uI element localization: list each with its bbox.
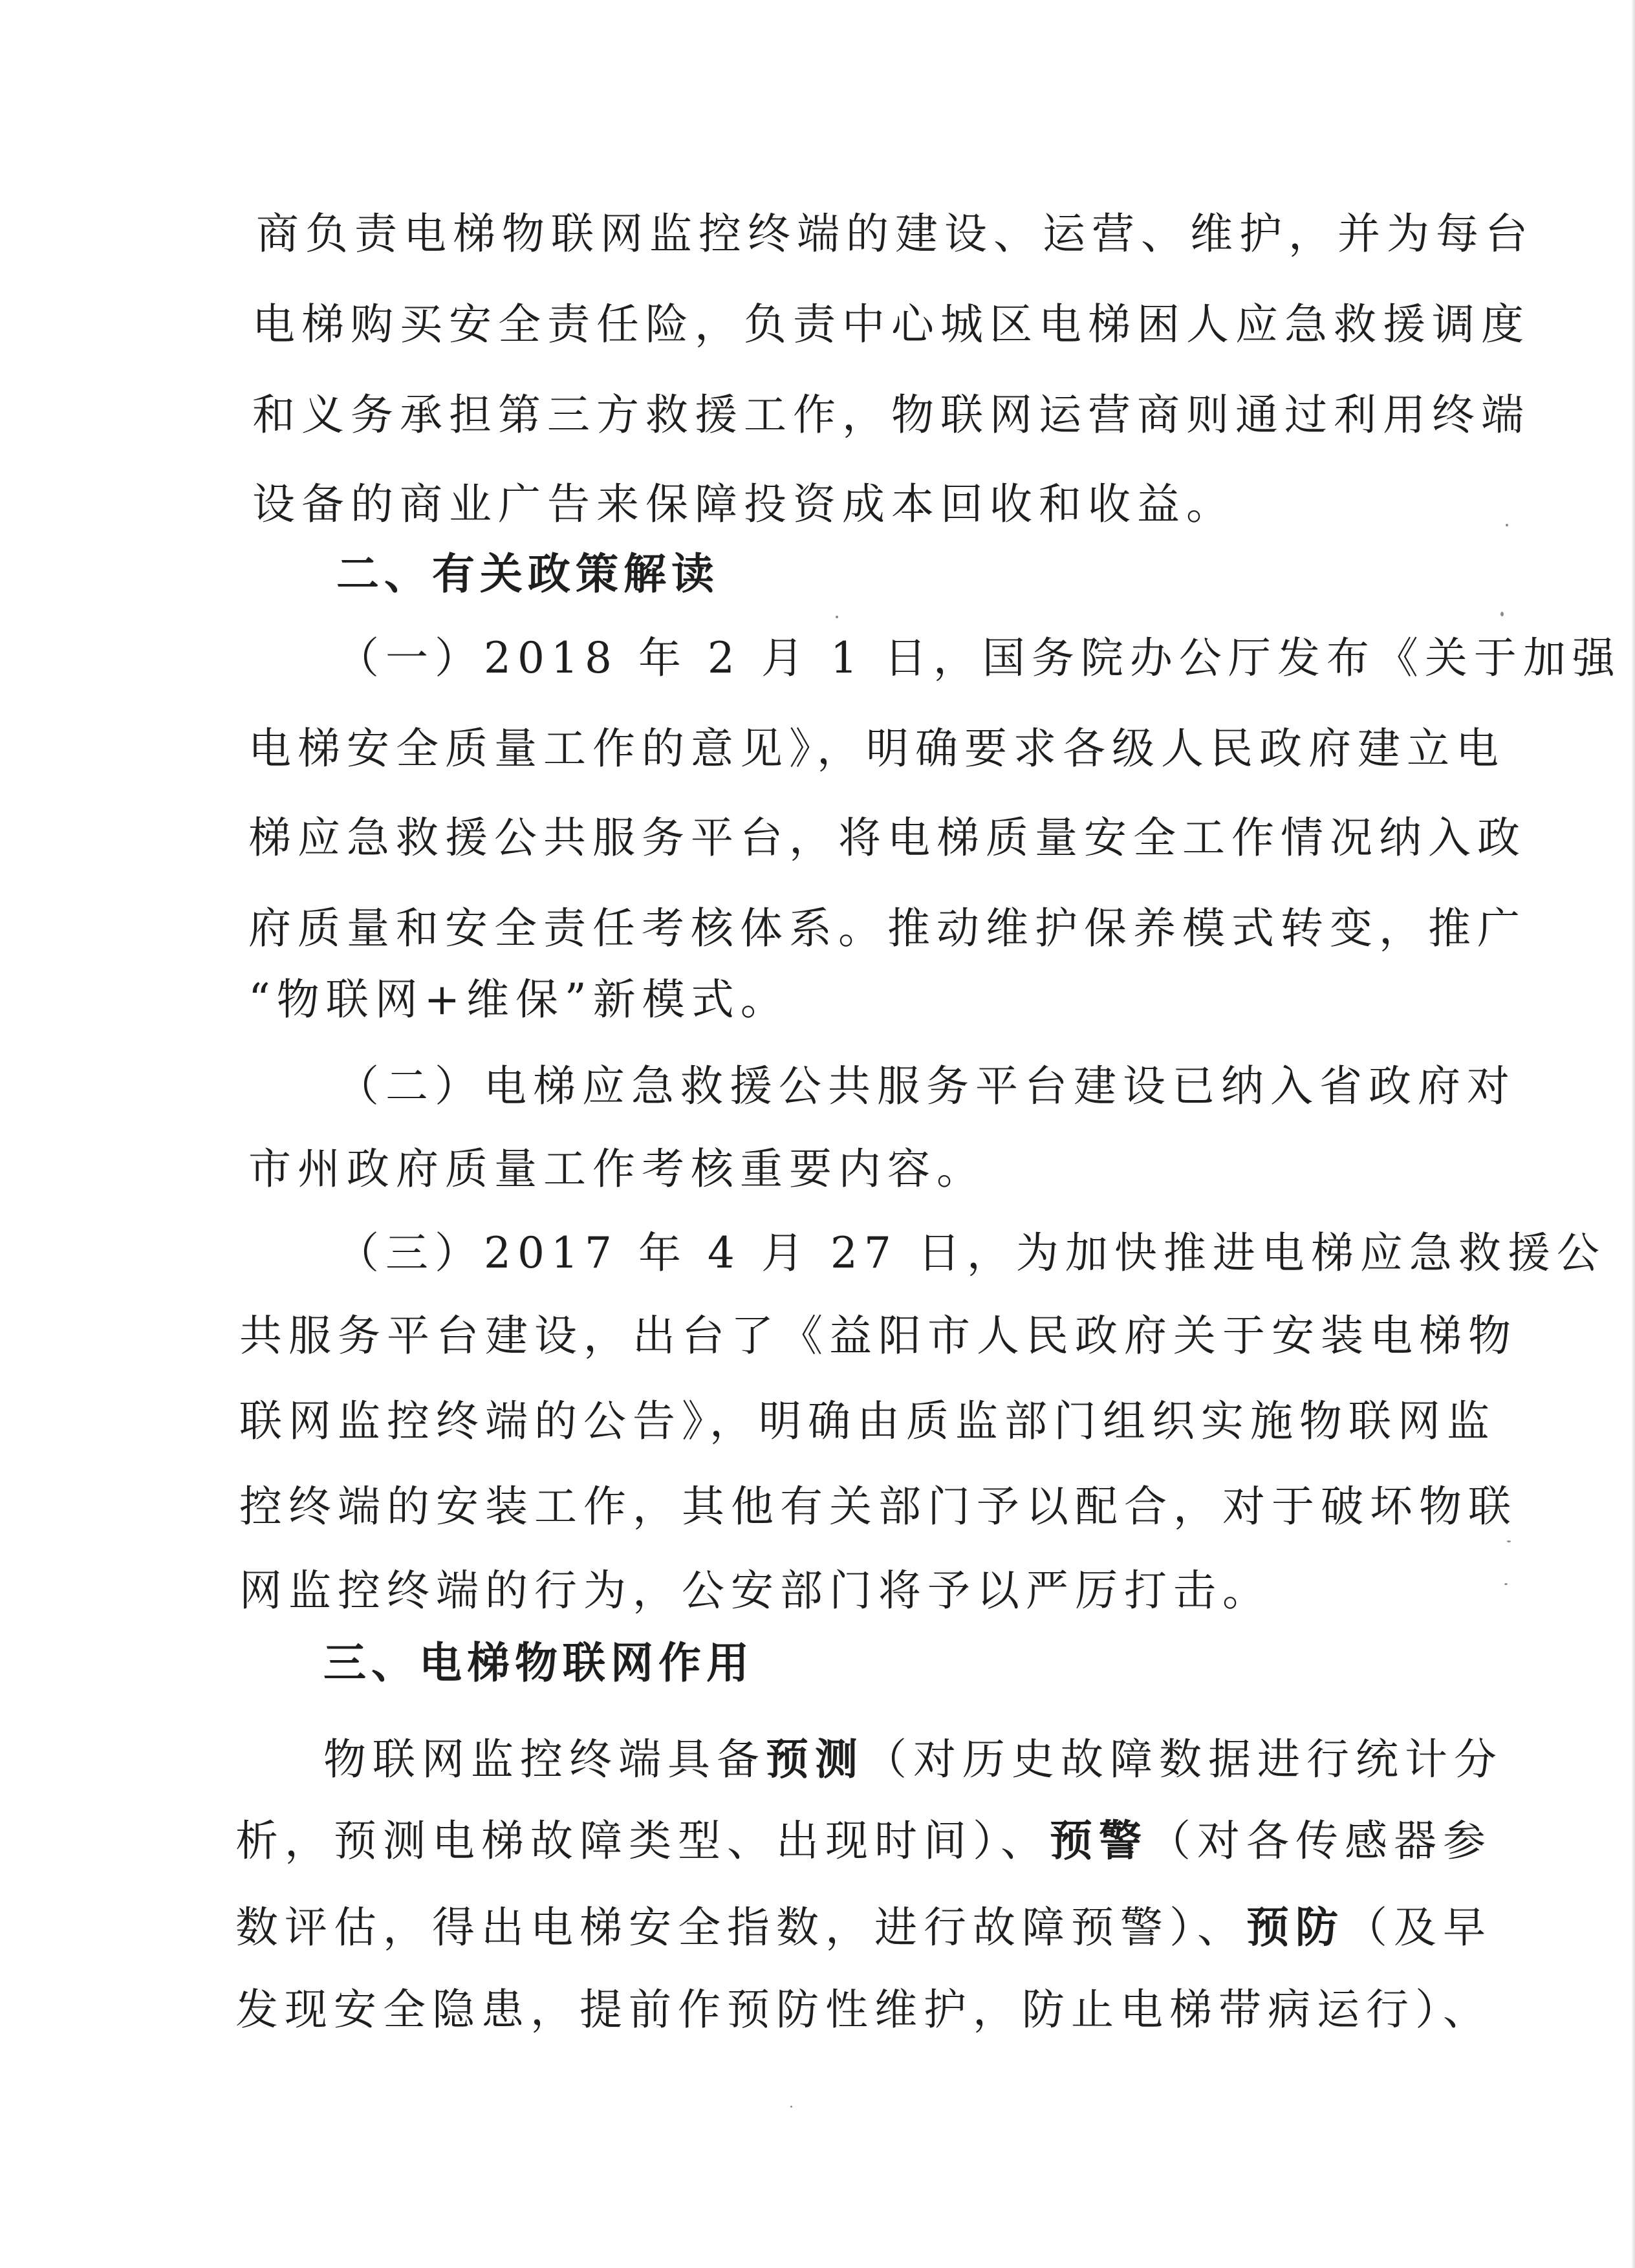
- body-line: 商负责电梯物联网监控终端的建设、运营、维护，并为每台: [256, 209, 1534, 259]
- keyword-warning: 预警: [1050, 1815, 1148, 1866]
- body-line: （一）2018 年 2 月 1 日，国务院办公厅发布《关于加强: [336, 633, 1621, 683]
- text-segment: （对各传感器参: [1148, 1816, 1492, 1866]
- body-line: “物联网+维保”新模式。: [248, 975, 790, 1024]
- body-line: （三）2017 年 4 月 27 日，为加快推进电梯应急救援公: [336, 1228, 1606, 1278]
- body-line: [235, 1901, 1492, 1953]
- body-line: 发现安全隐患，提前作预防性维护，防止电梯带病运行）、: [235, 1985, 1492, 2035]
- body-line: 府质量和安全责任考核体系。推动维护保养模式转变，推广: [248, 903, 1526, 953]
- text-segment: 数评估，得出电梯安全指数，进行故障预警）、: [235, 1903, 1246, 1952]
- section-heading: 二、有关政策解读: [336, 549, 719, 599]
- body-line: 共服务平台建设，出台了《益阳市人民政府关于安装电梯物: [239, 1311, 1517, 1361]
- keyword-predict: 预测: [766, 1734, 864, 1784]
- body-line: 联网监控终端的公告》，明确由质监部门组织实施物联网监: [239, 1396, 1496, 1446]
- body-line: 电梯购买安全责任险，负责中心城区电梯困人应急救援调度: [252, 299, 1530, 349]
- text-segment: （及早: [1345, 1903, 1492, 1952]
- scan-speck: [1500, 612, 1504, 616]
- body-line: [323, 1733, 1503, 1785]
- scan-edge: [1631, 0, 1635, 2268]
- text-segment: 析，预测电梯故障类型、出现时间）、: [235, 1816, 1050, 1866]
- section-heading: 三、电梯物联网作用: [323, 1638, 754, 1688]
- body-line: 梯应急救援公共服务平台，将电梯质量安全工作情况纳入政: [248, 813, 1526, 863]
- body-line: 和义务承担第三方救援工作，物联网运营商则通过利用终端: [252, 390, 1530, 440]
- body-line: 网监控终端的行为，公安部门将予以严厉打击。: [239, 1566, 1272, 1615]
- body-line: 设备的商业广告来保障投资成本回收和收益。: [252, 479, 1235, 529]
- text-segment: 物联网监控终端具备: [323, 1734, 766, 1784]
- scan-speck: [1506, 524, 1508, 526]
- scan-speck: [790, 2106, 792, 2108]
- body-line: 电梯安全质量工作的意见》，明确要求各级人民政府建立电: [248, 724, 1505, 773]
- body-line: 市州政府质量工作考核重要内容。: [248, 1144, 986, 1194]
- scan-speck: [1507, 1540, 1511, 1542]
- scan-speck: [836, 616, 838, 618]
- text-segment: （对历史故障数据进行统计分: [864, 1734, 1503, 1784]
- scan-speck: [1504, 1583, 1508, 1585]
- body-line: （二）电梯应急救援公共服务平台建设已纳入省政府对: [336, 1061, 1516, 1111]
- body-line: 控终端的安装工作，其他有关部门予以配合，对于破坏物联: [239, 1482, 1517, 1531]
- keyword-prevent: 预防: [1246, 1902, 1345, 1952]
- body-line: [235, 1815, 1492, 1866]
